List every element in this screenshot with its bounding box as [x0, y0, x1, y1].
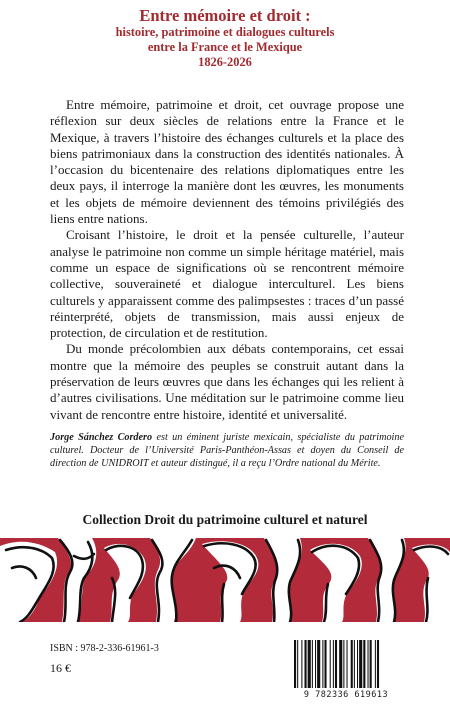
- summary-paragraph-2: Croisant l’histoire, le droit et la pensée culturelle, l’auteur analyse le patrimoine non comme un simple héritage matériel, mais comme un espace de significations où se rencontrent mémoire collective, souveraineté et dialogue interculturel. Les biens culturels y apparaissent comme des palimpsestes : traces d’un passé réinterprété, objets de transmission, mais aussi enjeux de protection, de circulation et de restitution.: [50, 227, 404, 341]
- barcode-number: 9 782336 619613: [303, 690, 389, 700]
- bottom-info: [50, 640, 410, 716]
- author-name: Jorge Sánchez Cordero: [50, 432, 153, 443]
- book-subtitle-line1: histoire, patrimoine et dialogues culturels: [115, 25, 335, 39]
- back-cover-summary: [50, 97, 404, 423]
- author-bio-text: est un éminent juriste mexicain, spécialiste du patrimoine culturel. Docteur de l’Université Paris-Panthéon-Assas et doyen du Conseil de direction de UNIDROIT et auteur distingué, il a reçu l’Ordre national du Mérite.: [50, 432, 404, 469]
- collection-name: Collection Droit du patrimoine culturel et naturel: [82, 512, 368, 527]
- figures-artwork-image: [0, 538, 450, 622]
- cover-artwork: [0, 538, 450, 622]
- summary-paragraph-3: Du monde précolombien aux débats contemporains, cet essai montre que la mémoire des peuples se construit autant dans la préservation de leurs œuvres que dans les échanges qui les relient à d’autres civilisations. Une méditation sur le patrimoine comme lieu vivant de rencontre entre histoire, identité et universalité.: [50, 341, 404, 422]
- book-dates: 1826-2026: [198, 55, 252, 69]
- isbn-label: ISBN : 978-2-336-61961-3: [50, 643, 159, 654]
- book-subtitle-line2: entre la France et le Mexique: [147, 40, 303, 54]
- isbn-barcode: [290, 640, 406, 688]
- summary-paragraph-1: Entre mémoire, patrimoine et droit, cet ouvrage propose une réflexion sur deux siècles de relations entre la France et le Mexique, à travers l’histoire des échanges culturels et la place des biens patrimoniaux dans la construction des identités nationales. À l’occasion du bicentenaire des relations diplomatiques entre les deux pays, il interroge la manière dont les œuvres, les monuments et les objets de mémoire deviennent des témoins privilégiés des liens entre nations.: [50, 97, 404, 227]
- title-block: [0, 6, 450, 70]
- price-label: 16 €: [50, 661, 71, 675]
- author-bio: [50, 431, 404, 470]
- book-title: Entre mémoire et droit :: [139, 6, 311, 25]
